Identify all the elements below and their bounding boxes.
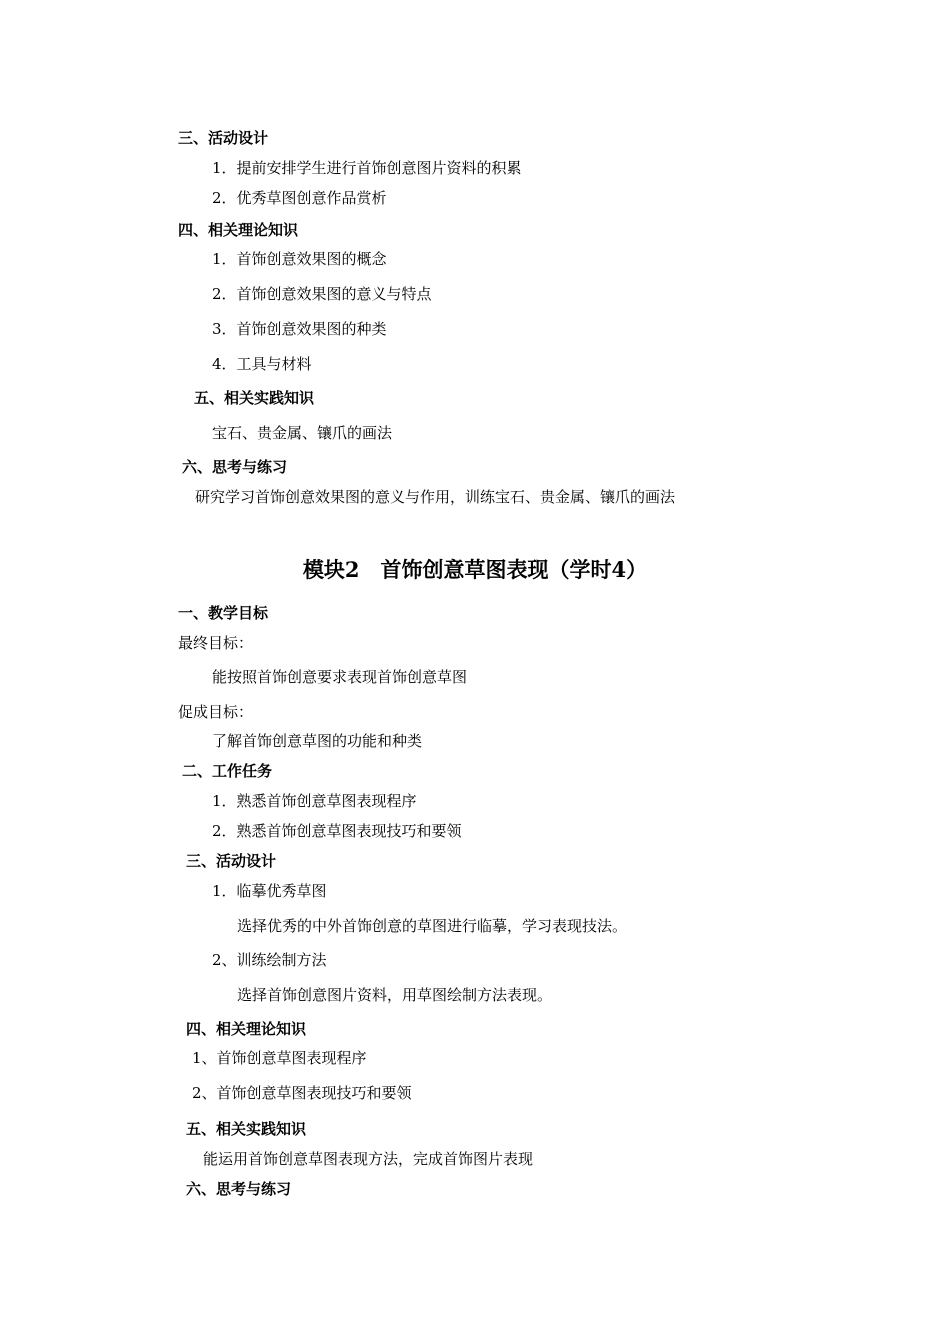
section-heading: 四、相关理论知识 bbox=[186, 1020, 307, 1038]
section-heading: 三、活动设计 bbox=[178, 129, 269, 147]
list-item: 1．临摹优秀草图 bbox=[212, 882, 327, 900]
list-item: 1、首饰创意草图表现程序 bbox=[192, 1049, 367, 1067]
paragraph: 宝石、贵金属、镶爪的画法 bbox=[212, 424, 393, 442]
list-item: 3．首饰创意效果图的种类 bbox=[212, 320, 387, 338]
section-heading: 五、相关实践知识 bbox=[194, 389, 315, 407]
list-item: 2．优秀草图创意作品赏析 bbox=[212, 189, 387, 207]
paragraph: 了解首饰创意草图的功能和种类 bbox=[212, 732, 423, 750]
section-heading: 四、相关理论知识 bbox=[178, 221, 299, 239]
subheading: 最终目标： bbox=[178, 634, 254, 652]
paragraph: 选择优秀的中外首饰创意的草图进行临摹，学习表现技法。 bbox=[237, 917, 628, 935]
list-item: 2．熟悉首饰创意草图表现技巧和要领 bbox=[212, 822, 462, 840]
paragraph: 能按照首饰创意要求表现首饰创意草图 bbox=[212, 668, 468, 686]
paragraph: 研究学习首饰创意效果图的意义与作用，训练宝石、贵金属、镶爪的画法 bbox=[195, 488, 676, 506]
section-heading: 一、教学目标 bbox=[178, 604, 269, 622]
section-heading: 六、思考与练习 bbox=[186, 1180, 292, 1198]
list-item: 2．首饰创意效果图的意义与特点 bbox=[212, 285, 432, 303]
list-item: 1．首饰创意效果图的概念 bbox=[212, 250, 387, 268]
section-heading: 三、活动设计 bbox=[186, 852, 277, 870]
list-item: 4．工具与材料 bbox=[212, 355, 312, 373]
list-item: 2、首饰创意草图表现技巧和要领 bbox=[192, 1084, 412, 1102]
paragraph: 能运用首饰创意草图表现方法，完成首饰图片表现 bbox=[203, 1150, 534, 1168]
section-heading: 五、相关实践知识 bbox=[186, 1120, 307, 1138]
list-item: 1．提前安排学生进行首饰创意图片资料的积累 bbox=[212, 159, 522, 177]
module-title: 模块2 首饰创意草图表现（学时4） bbox=[302, 557, 648, 582]
section-heading: 六、思考与练习 bbox=[182, 458, 288, 476]
section-heading: 二、工作任务 bbox=[182, 762, 273, 780]
paragraph: 选择首饰创意图片资料，用草图绘制方法表现。 bbox=[237, 986, 553, 1004]
list-item: 2、训练绘制方法 bbox=[212, 951, 327, 969]
subheading: 促成目标： bbox=[178, 703, 254, 721]
list-item: 1．熟悉首饰创意草图表现程序 bbox=[212, 792, 417, 810]
